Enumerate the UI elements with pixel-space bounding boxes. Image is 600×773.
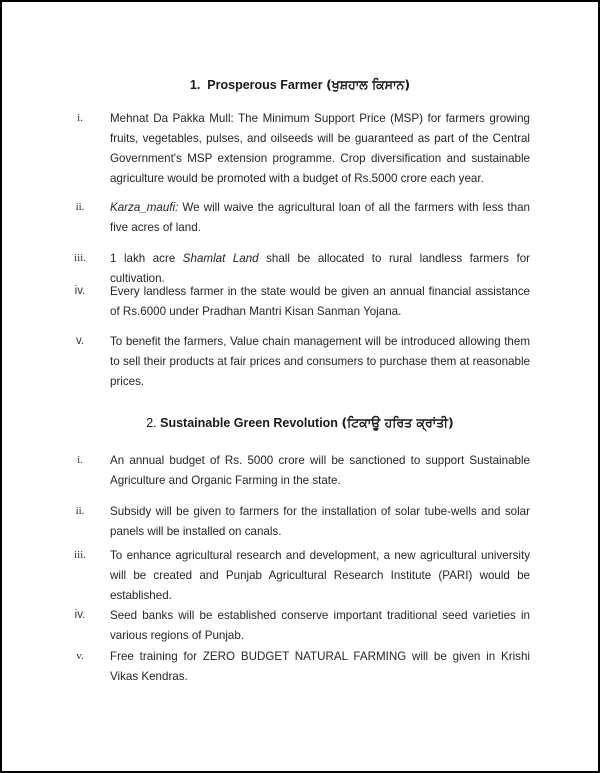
list-item-text: To benefit the farmers, Value chain management will be introduced allowing them to sell their products at fair prices and consumers to purchase them at reasonable prices. xyxy=(110,335,530,388)
list-item-text: Subsidy will be given to farmers for the installation of solar tube-wells and solar panels will be installed on canals. xyxy=(110,505,530,538)
list-item-text: Free training for ZERO BUDGET NATURAL FARMING will be given in Krishi Vikas Kendras. xyxy=(110,650,530,683)
list-item-text: Mehnat Da Pakka Mull: The Minimum Support Price (MSP) for farmers growing fruits, vegetables, pulses, and oilseeds will be guaranteed as part of the Central Government's MSP extension programme. Crop diversification and sustainable agriculture would be promoted with a budget of Rs.5000 crore each year. xyxy=(110,112,530,185)
section-2-heading xyxy=(2,415,598,431)
section-1-number: 1. xyxy=(189,78,201,92)
section-2-number: 2. xyxy=(146,416,157,430)
section-2-title-punjabi: (ਟਿਕਾਊ ਹਰਿਤ ਕ੍ਰਾਂਤੀ) xyxy=(341,415,454,430)
list-marker: i. xyxy=(77,454,83,466)
list-marker: v. xyxy=(76,650,84,662)
list-marker: ii. xyxy=(75,201,85,213)
list-marker: v. xyxy=(75,335,85,347)
list-marker: iv. xyxy=(74,285,86,297)
list-item-body-pre: 1 lakh acre xyxy=(110,252,183,265)
list-item-emphasis: Karza_maufi: xyxy=(110,201,179,214)
list-item-text: An annual budget of Rs. 5000 crore will be sanctioned to support Sustainable Agriculture and Organic Farming in the state. xyxy=(110,454,530,487)
section-1-title: Prosperous Farmer xyxy=(207,78,323,92)
list-item-body-post: shall be allocated to rural landless farmers for cultivation. xyxy=(110,252,530,285)
list-marker: iii. xyxy=(74,252,86,264)
section-1-heading xyxy=(2,77,598,93)
list-item-text: Seed banks will be established conserve important traditional seed varieties in various regions of Punjab. xyxy=(110,609,530,642)
list-marker: ii. xyxy=(75,505,85,517)
section-2-title: Sustainable Green Revolution xyxy=(160,416,338,430)
list-item-text: Every landless farmer in the state would be given an annual financial assistance of Rs.6000 under Pradhan Mantri Kisan Sanman Yojana. xyxy=(110,285,530,318)
list-marker: i. xyxy=(77,112,83,124)
list-marker: iv. xyxy=(74,609,86,621)
list-item-body: We will waive the agricultural loan of all the farmers with less than five acres of land. xyxy=(110,201,530,234)
list-item-text: To enhance agricultural research and development, a new agricultural university will be created and Punjab Agricultural Research Institute (PARI) would be established. xyxy=(110,549,530,602)
list-item-emphasis: Shamlat Land xyxy=(182,252,259,265)
list-marker: iii. xyxy=(74,549,86,561)
section-1-title-punjabi: (ਖੁਸ਼ਹਾਲ ਕਿਸਾਨ) xyxy=(326,77,411,92)
list-item-text xyxy=(110,198,530,238)
